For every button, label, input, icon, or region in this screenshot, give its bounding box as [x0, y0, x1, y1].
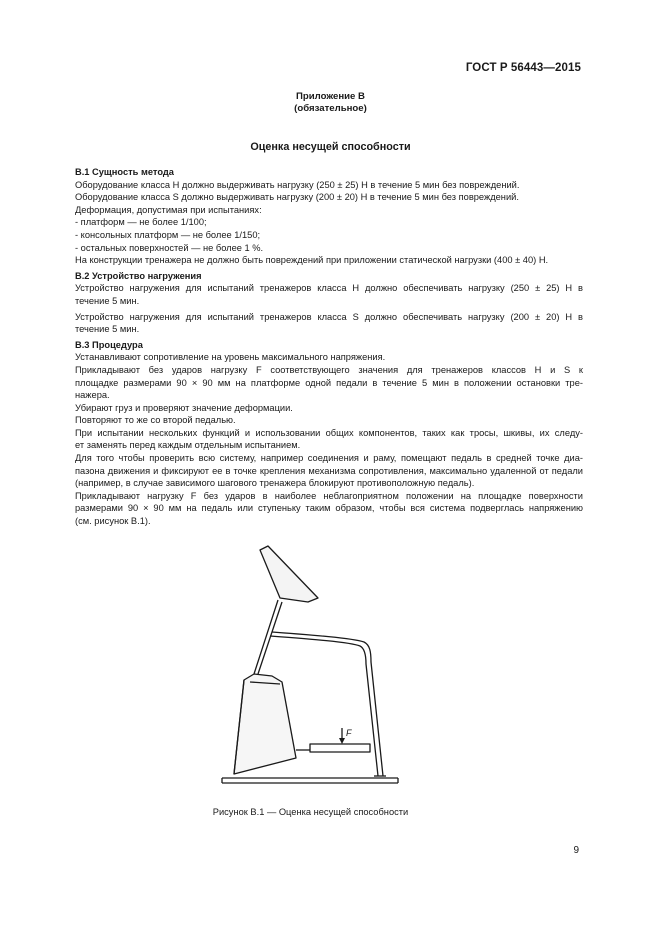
annex-heading	[0, 91, 661, 115]
section-heading: В.2 Устройство нагружения	[75, 270, 202, 281]
text-line: Прикладывают без ударов нагрузку F соответствующего значения для тренажеров классов H и S к	[75, 364, 583, 375]
section-heading: В.3 Процедура	[75, 339, 143, 350]
text-line: Оборудование класса H должно выдерживать нагрузку (250 ± 25) Н в течение 5 мин без повреждений.	[75, 179, 520, 190]
text-line: течение 5 мин.	[75, 324, 140, 335]
page-number: 9	[573, 845, 579, 856]
page-title: Оценка несущей способности	[250, 141, 411, 153]
text-line: (см. рисунок В.1).	[75, 516, 151, 527]
text-line: пазона движения и фиксируют ее в точке крепления механизма сопротивления, максимально удаленной от педали	[75, 465, 583, 476]
display-panel	[260, 546, 318, 602]
text-line: площадке размерами 90 × 90 мм на платформе одной педали в течение 5 мин в положении остановки тре-	[75, 377, 583, 388]
list-item: - консольных платформ — не более 1/150;	[75, 229, 261, 240]
text-line: Повторяют то же со второй педалью.	[75, 415, 236, 426]
text-line: Устройство нагружения для испытаний тренажеров класса H должно обеспечивать нагрузку (250 ± 25) Н в	[75, 283, 583, 294]
text-line: течение 5 мин.	[75, 295, 140, 306]
text-line: Устройство нагружения для испытаний тренажеров класса S должно обеспечивать нагрузку (200 ± 20) Н в	[75, 311, 583, 322]
text-line: ет заменять перед каждым отдельным испытанием.	[75, 440, 301, 451]
figure-caption: Рисунок В.1 — Оценка несущей способности	[212, 807, 409, 817]
text-line: При испытании нескольких функций и использовании общих компонентов, таких как тросы, шкивы, их следу-	[75, 427, 583, 438]
list-item: - остальных поверхностей — не более 1 %.	[75, 242, 264, 253]
text-line: Убирают груз и проверяют значение деформации.	[75, 402, 293, 413]
pedal	[310, 744, 370, 752]
text-line: нажера.	[75, 390, 110, 401]
console-mast-inner	[258, 602, 282, 674]
text-line: размерами 90 × 90 мм на педаль или ступеньку таким образом, чтобы вся система подверглась напряжению	[75, 503, 583, 514]
text-line: Деформация, допустимая при испытаниях:	[75, 204, 262, 215]
force-label: F	[346, 728, 352, 738]
console-mast	[254, 600, 278, 674]
force-arrow-head	[339, 738, 345, 744]
standard-number: ГОСТ Р 56443—2015	[465, 62, 581, 74]
text-line: Прикладывают нагрузку F без ударов в наиболее неблагоприятном положении на площадке поверхности	[75, 490, 583, 501]
annex-status: (обязательное)	[294, 103, 367, 114]
list-item: - платформ — не более 1/100;	[75, 217, 207, 228]
text-line: Устанавливают сопротивление на уровень максимального напряжения.	[75, 352, 386, 363]
section-heading: В.1 Сущность метода	[75, 167, 174, 177]
text-line: На конструкции тренажера не должно быть повреждений при приложении статической нагрузки (400 ± 40) Н.	[75, 255, 549, 266]
stepper-figure	[200, 542, 420, 792]
text-line: (например, в случае зависимого шагового тренажера блокируют противоположную педаль).	[75, 478, 475, 489]
annex-label: Приложение В	[296, 91, 365, 102]
text-line: Оборудование класса S должно выдерживать нагрузку (200 ± 20) Н в течение 5 мин без повреждений.	[75, 192, 519, 203]
document-body	[75, 166, 583, 528]
text-line: Для того чтобы проверить всю систему, например соединения и раму, помещают педаль в средней точке диа-	[75, 453, 583, 464]
